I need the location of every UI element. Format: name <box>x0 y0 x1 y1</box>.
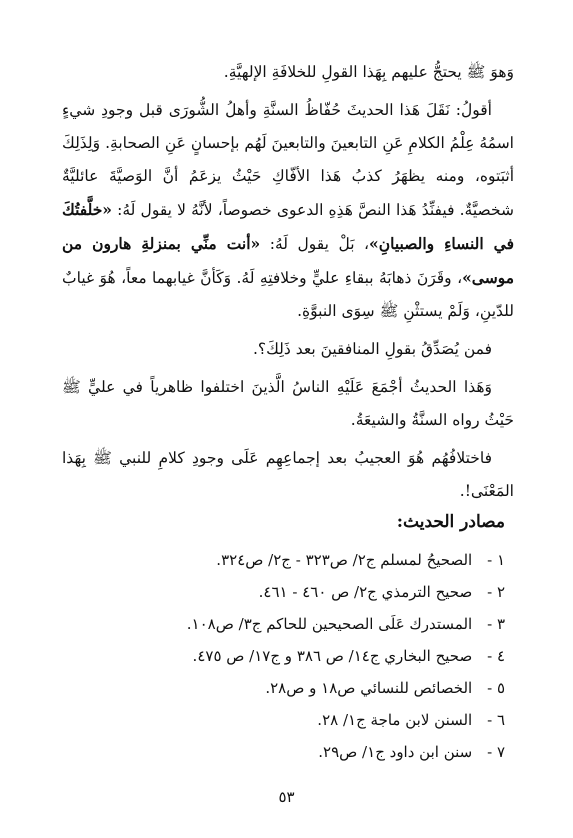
paragraph-3: فمن يُصَدِّقُ بقولِ المنافقينَ بعد ذَلِكَ؟. <box>252 340 492 358</box>
sources-heading: مصادر الحديث: <box>396 512 505 532</box>
source-number: ٥ - <box>487 679 505 697</box>
source-text: صحيح البخاري ج١٤/ ص ٣٨٦ و ج١٧/ ص ٤٧٥. <box>192 647 473 665</box>
paragraph-2-text: أقولُ: نَقَلَ هَذا الحديثَ حُفّاظُ السنَّةِ وأهلُ الشُّورَى قبل وجودِ شيءٍ اسمُهُ عِلْمُ الكلامِ عَنِ التابعينَ والتابعينَ لَهُم بإحسانٍ عَنِ الصحابةِ. وَلِذَلِكَ أثبَتوه، ومنه يظهَرُ كذبُ هَذا الأفّاكِ حَيْثُ يزعَمُ أنَّ الوَصيَّةَ عائليَّةٌ شخصيَّةٌ. فيفنِّدُ هَذا النصَّ هَذِهِ الدعوى خصوصاً، لأنَّهُ لا يقول لَهُ: <box>62 101 514 219</box>
page-number: ٥٣ <box>278 788 295 806</box>
source-text: الخصائص للنسائي ص١٨ و ص٢٨. <box>265 679 473 697</box>
source-item <box>60 576 505 608</box>
source-item <box>60 736 505 768</box>
source-text: سنن ابن داود ج١/ ص٢٩. <box>318 743 473 761</box>
source-number: ١ - <box>487 551 505 569</box>
source-text: المستدرك عَلَى الصحيحين للحاكم ج٣/ ص١٠٨. <box>186 615 473 633</box>
source-number: ٦ - <box>487 711 505 729</box>
body-text <box>62 56 514 513</box>
paragraph-2-mid: ، بَلْ يقول لَهُ: <box>269 235 370 253</box>
paragraph-2-tail: ، وقَرَنَ ذهابَهُ ببقاءِ عليٍّ وخلافتِهِ لَهُ. وَكَأنَّ غيابهما معاً، هُوَ غيابٌ للدّينِ، وَلَمْ يستثْنِ ﷺ <box>62 269 514 320</box>
source-item <box>60 608 505 640</box>
source-item <box>60 704 505 736</box>
paragraph-2 <box>62 94 514 328</box>
hadith-quote-1: «خلَّفتُكَ في النساءِ والصبيانِ» <box>62 200 514 253</box>
source-number: ٤ - <box>487 647 505 665</box>
source-number: ٢ - <box>487 583 505 601</box>
sources-list <box>60 544 505 768</box>
paragraph-5: فاختلافُهُم هُوَ العجيبُ بعد إجماعِهِم عَلَى وجودِ كلامِ للنبي ﷺ بِهَذا المَعْنَى!. <box>62 449 514 500</box>
paragraph-4: وَهَذا الحديثُ أجْمَعَ عَلَيْهِ الناسُ الَّذينَ اختلفوا ظاهرياً في عليٍّ ﷺ حَيْثُ رواه السنَّةُ والشيعَةُ. <box>62 378 514 429</box>
hadith-quote-2: «أنت منِّي بمنزلةِ هارون من موسى» <box>62 234 514 287</box>
source-item <box>60 640 505 672</box>
paragraph-1: وَهوَ ﷺ يحتجُّ عليهم بِهَذا القولِ للخلافَةِ الإلهيَّةِ. <box>223 63 514 81</box>
source-item <box>60 672 505 704</box>
source-text: صحيح الترمذي ج٢/ ص ٤٦٠ - ٤٦١. <box>258 583 473 601</box>
source-number: ٧ - <box>487 743 505 761</box>
paragraph-2-end: سِوَى النبوَّةِ. <box>297 302 375 320</box>
source-item <box>60 544 505 576</box>
source-text: السنن لابن ماجة ج١/ ٢٨. <box>317 711 473 729</box>
source-text: الصحيحُ لمسلم ج٢/ ص٣٢٣ - ج٢/ ص٣٢٤. <box>216 551 473 569</box>
source-number: ٣ - <box>487 615 505 633</box>
